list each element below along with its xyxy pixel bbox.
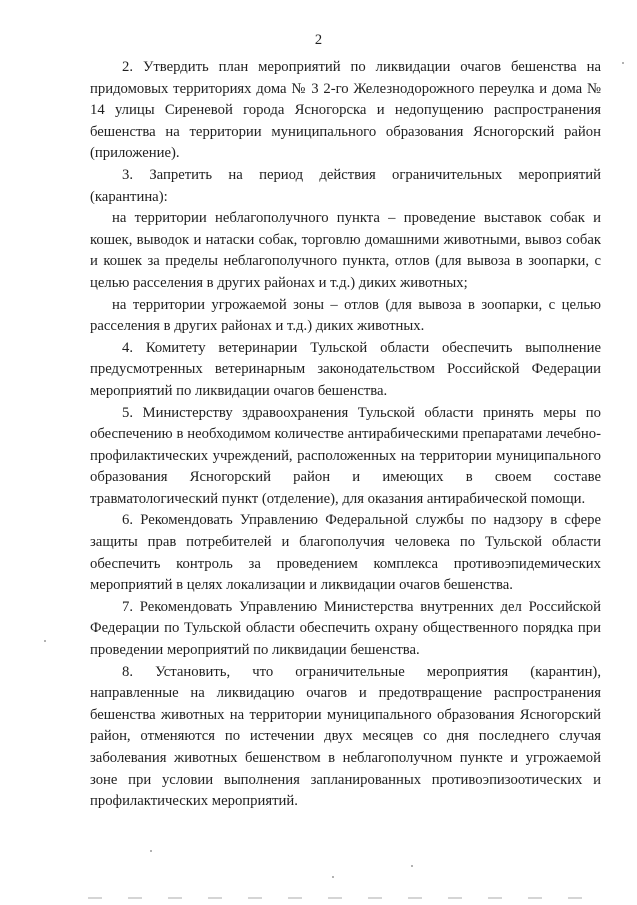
scan-speck (411, 865, 413, 867)
paragraph-item-3-unfavorable-point: на территории неблагополучного пункта – проведение выставок собак и кошек, выводок и натаски собак, торговлю домашними животными, вывоз собак и кошек за пределы неблагополучного пункта, отлов (для вывоза в зоопарки, с целью расселения в других районах и т.д.) диких животных; (90, 210, 601, 291)
document-body (90, 57, 601, 813)
paragraph-item-3-threatened-zone: на территории угрожаемой зоны – отлов (для вывоза в зоопарки, с целью расселения в других районах и т.д.) диких животных. (90, 296, 601, 335)
scan-speck (150, 850, 152, 852)
paragraph-item-2: 2. Утвердить план мероприятий по ликвидации очагов бешенства на придомовых территориях дома № 3 2-го Железнодорожного переулка и дома № 14 улицы Сиреневой города Ясногорска и недопущению распространения бешенства на территории муниципального образования Ясногорский район (приложение). (90, 59, 601, 162)
scan-speck (622, 62, 624, 64)
scan-speck (332, 876, 334, 878)
paragraph-item-7: 7. Рекомендовать Управлению Министерства внутренних дел Российской Федерации по Тульской области обеспечить охрану общественного порядка при проведении мероприятий по ликвидации бешенства. (90, 598, 601, 659)
page-number: 2 (314, 32, 323, 48)
paragraph-item-3: 3. Запретить на период действия ограничительных мероприятий (карантина): (90, 166, 601, 205)
scan-edge-artifact (88, 897, 608, 899)
paragraph-item-4: 4. Комитету ветеринарии Тульской области обеспечить выполнение предусмотренных ветеринарным законодательством Российской Федерации мероприятий по ликвидации очагов бешенства. (90, 339, 601, 399)
paragraph-item-5: 5. Министерству здравоохранения Тульской области принять меры по обеспечению в необходимом количестве антирабическими препаратами лечебно-профилактических учреждений, расположенных на территории муниципального образования Ясногорский район и имеющих в своем составе травматологический пункт (отделение), для оказания антирабической помощи. (90, 404, 601, 507)
scan-speck (44, 640, 46, 642)
paragraph-item-8: 8. Установить, что ограничительные мероприятия (карантин), направленные на ликвидацию очагов и предотвращение распространения бешенства животных на территории муниципального образования Ясногорский район, отменяются по истечении двух месяцев со дня последнего случая заболевания животных бешенством в неблагополучном пункте и угрожаемой зоне при условии выполнения запланированных противоэпизоотических и профилактических мероприятий. (90, 663, 601, 810)
paragraph-item-6: 6. Рекомендовать Управлению Федеральной службы по надзору в сфере защиты прав потребителей и благополучия человека по Тульской области обеспечить контроль за проведением комплекса противоэпидемических мероприятий в целях локализации и ликвидации очагов бешенства. (90, 512, 601, 594)
